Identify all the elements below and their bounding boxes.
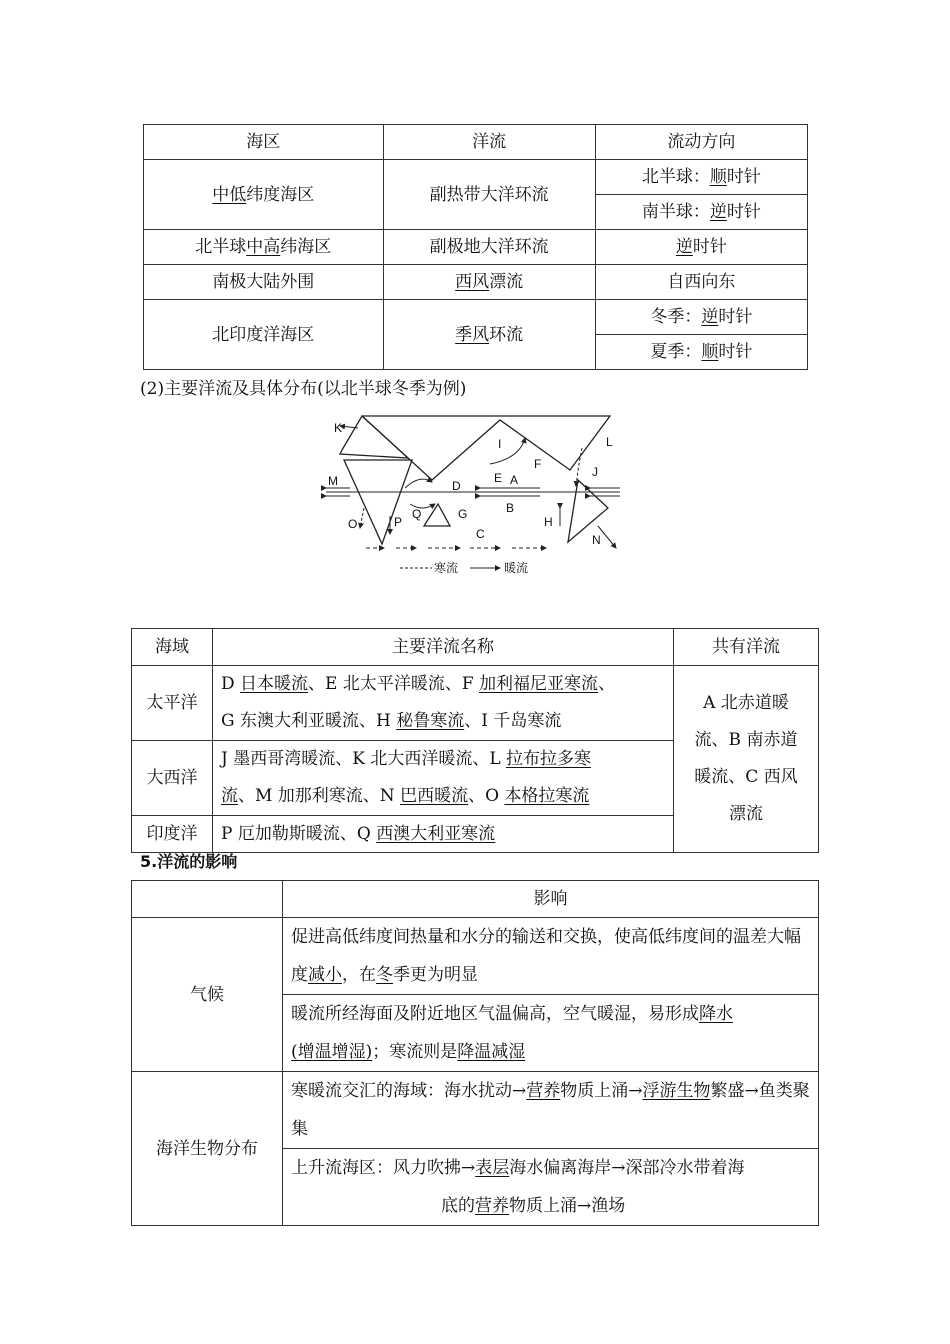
label-H: H: [544, 515, 553, 529]
cell-area: 北印度洋海区: [144, 300, 384, 370]
cell-current: 副极地大洋环流: [383, 230, 595, 265]
continent-north-left: [340, 416, 408, 458]
label-B: B: [506, 501, 515, 515]
label-P: P: [394, 515, 403, 529]
cell-current: 西风漂流: [383, 265, 595, 300]
cell-direction: 北半球：顺时针: [595, 160, 807, 195]
cell-direction: 冬季：逆时针: [595, 300, 807, 335]
cell-direction: 夏季：顺时针: [595, 335, 807, 370]
climate-impact-1: 促进高低纬度间热量和水分的输送和交换，使高低纬度间的温差大幅度减小，在冬季更为明显: [283, 918, 819, 995]
label-E: E: [494, 471, 503, 485]
label-D: D: [452, 479, 461, 493]
indian-currents: P 厄加勒斯暖流、Q 西澳大利亚寒流: [213, 816, 674, 853]
cell-direction: 南半球：逆时针: [595, 195, 807, 230]
ocean-atlantic: 大西洋: [132, 741, 213, 816]
shared-currents: A 北赤道暖 流、B 南赤道 暖流、C 西风 漂流: [674, 666, 819, 853]
legend-cold-label: 寒流: [434, 561, 459, 575]
label-M: M: [328, 474, 338, 488]
continent-outlines: [340, 416, 610, 544]
ocean-current-diagram: [320, 408, 630, 578]
label-I: I: [498, 437, 502, 451]
header-shared: 共有洋流: [674, 629, 819, 666]
marine-impact-1: 寒暖流交汇的海域：海水扰动→营养物质上涌→浮游生物繁盛→鱼类聚集: [283, 1072, 819, 1149]
row-climate: 气候: [132, 918, 283, 1072]
label-G: G: [458, 507, 468, 521]
header-names: 主要洋流名称: [213, 629, 674, 666]
cell-area: 南极大陆外围: [144, 265, 384, 300]
label-A: A: [510, 473, 519, 487]
header-direction: 流动方向: [595, 125, 807, 160]
header-blank: [132, 881, 283, 918]
cell-area: 中低纬度海区: [144, 160, 384, 230]
label-K: K: [334, 421, 343, 435]
label-J: J: [592, 465, 598, 479]
header-area: 海区: [144, 125, 384, 160]
ocean-circulation-table: [143, 124, 808, 370]
cell-current: 副热带大洋环流: [383, 160, 595, 230]
pacific-currents: D 日本暖流、E 北太平洋暖流、F 加利福尼亚寒流、 G 东澳大利亚暖流、H 秘鲁寒流、I 千岛寒流: [213, 666, 674, 741]
atlantic-currents: J 墨西哥湾暖流、K 北大西洋暖流、L 拉布拉多寒 流、M 加那利寒流、N 巴西暖流、O 本格拉寒流: [213, 741, 674, 816]
marine-impact-2: 上升流海区：风力吹拂→表层海水偏离海岸→深部冷水带着海 底的营养物质上涌→渔场: [283, 1149, 819, 1226]
label-O: O: [348, 517, 358, 531]
continent-south-left: [344, 460, 412, 544]
header-current: 洋流: [383, 125, 595, 160]
label-C: C: [476, 527, 485, 541]
major-currents-table: [131, 628, 819, 853]
label-N: N: [592, 533, 601, 547]
current-impact-table: [131, 880, 819, 1226]
continent-south-right: [568, 480, 608, 542]
cell-current: 季风环流: [383, 300, 595, 370]
section-2-title: (2)主要洋流及具体分布(以北半球冬季为例): [140, 379, 467, 399]
legend-warm-label: 暖流: [504, 561, 529, 575]
cell-direction: 自西向东: [595, 265, 807, 300]
row-marine-life: 海洋生物分布: [132, 1072, 283, 1226]
climate-impact-2: 暖流所经海面及附近地区气温偏高，空气暖湿，易形成降水 (增温增湿)；寒流则是降温减湿: [283, 995, 819, 1072]
header-impact: 影响: [283, 881, 819, 918]
cell-direction: 逆时针: [595, 230, 807, 265]
section-5-title: 5.洋流的影响: [140, 852, 238, 871]
label-F: F: [534, 457, 542, 471]
label-L: L: [606, 435, 613, 449]
label-Q: Q: [412, 507, 422, 521]
continent-north-mid: [362, 416, 610, 480]
ocean-indian: 印度洋: [132, 816, 213, 853]
cell-area: 北半球中高纬海区: [144, 230, 384, 265]
header-ocean: 海域: [132, 629, 213, 666]
ocean-pacific: 太平洋: [132, 666, 213, 741]
